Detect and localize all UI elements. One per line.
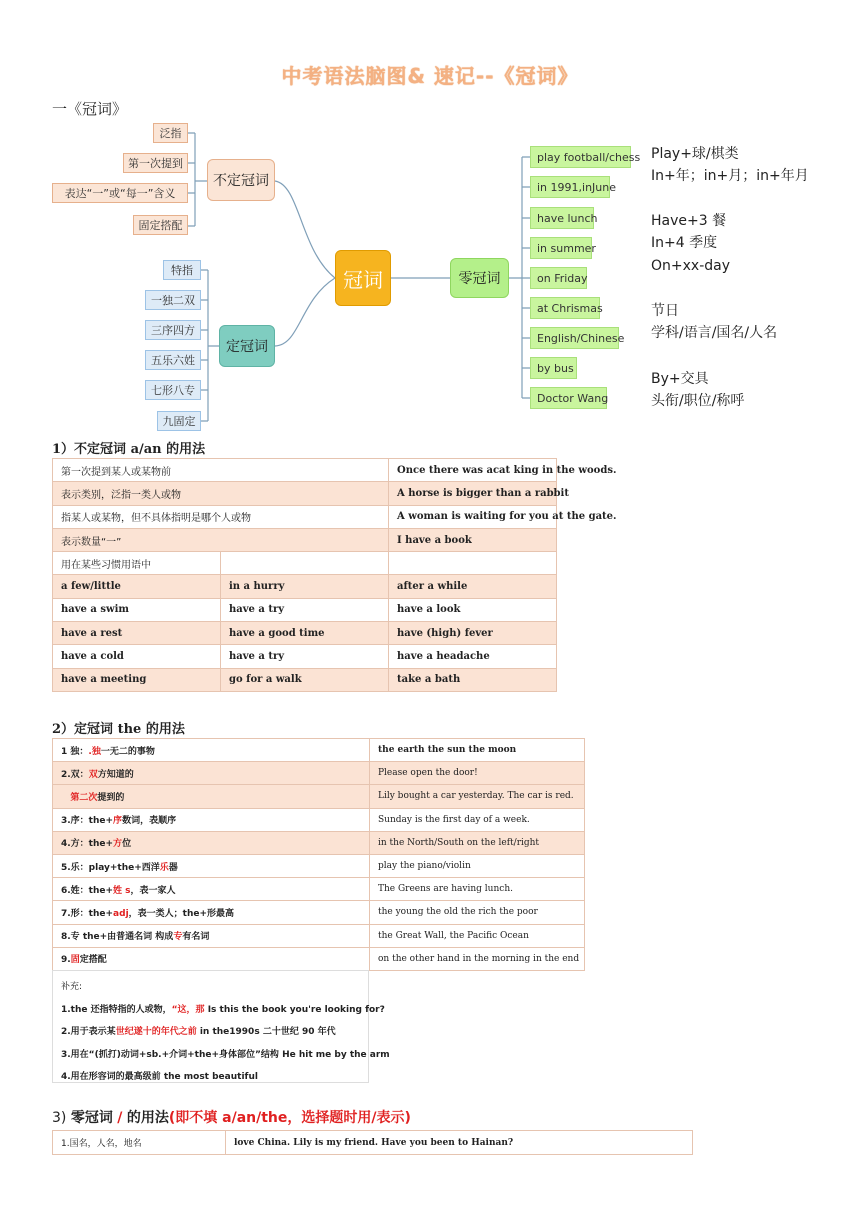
usage-cell: 指某人或某物，但不具体指明是哪个人或物	[53, 505, 389, 528]
supplement-highlight: “这，那	[171, 1005, 205, 1015]
table-row	[53, 598, 557, 621]
usage-text: 5.乐：play+the+西洋	[61, 862, 160, 873]
table-row	[53, 668, 557, 691]
idiom-cell: go for a walk	[221, 668, 389, 691]
mindmap-def-item: 一独二双	[145, 290, 201, 310]
mindmap-indef-item: 固定搭配	[133, 215, 188, 235]
example-cell: the earth the sun the moon	[370, 739, 585, 762]
highlight-text: 第二次	[70, 792, 98, 803]
mindmap-note: In+4 季度	[651, 235, 718, 251]
usage-text: 器	[168, 862, 178, 873]
table-row	[53, 947, 585, 970]
usage-text: 2.双：	[61, 769, 89, 780]
mindmap-zero-item: at Chrismas	[530, 297, 600, 319]
idiom-cell: a few/little	[53, 575, 221, 598]
idiom-cell: have a cold	[53, 645, 221, 668]
usage-text	[61, 793, 70, 803]
mindmap-note: On+xx-day	[651, 258, 730, 274]
mindmap-def-item: 三序四方	[145, 320, 201, 340]
table-row	[53, 901, 585, 924]
highlight-text: 姓 s	[113, 885, 131, 896]
section1-heading: 1）不定冠词 a/an 的用法	[52, 442, 206, 457]
section3-heading	[52, 1107, 411, 1127]
usage-cell	[53, 808, 370, 831]
example-cell: Lily bought a car yesterday. The car is red.	[370, 785, 585, 808]
example-cell: I have a book	[389, 528, 557, 551]
highlight-text: .独	[88, 746, 101, 757]
idiom-cell: have a rest	[53, 622, 221, 645]
table-row	[53, 622, 557, 645]
table-row	[53, 878, 585, 901]
idiom-cell: take a bath	[389, 668, 557, 691]
mindmap-center-node: 冠词	[335, 250, 391, 306]
idiom-cell: have a try	[221, 645, 389, 668]
supplement-text: in the1990s 二十世纪 90 年代	[196, 1027, 336, 1037]
usage-text: 7.形：the+	[61, 908, 114, 919]
supplement-box	[52, 970, 390, 1083]
mindmap-zero-item: in summer	[530, 237, 592, 259]
supplement-item	[61, 1002, 385, 1015]
supplement-highlight: 世纪遂十的年代之前	[115, 1027, 197, 1037]
mindmap-def-item: 五乐六姓	[145, 350, 201, 370]
highlight-text: 固	[70, 955, 80, 966]
supplement-text: 2.用于表示某	[61, 1027, 116, 1037]
usage-text: ，表一类人；the+形最高	[128, 908, 235, 919]
usage-text: 3.序：the+	[61, 816, 114, 827]
mindmap-def-item: 七形八专	[145, 380, 201, 400]
idiom-cell: in a hurry	[221, 575, 389, 598]
mindmap-indef-item: 泛指	[153, 123, 188, 143]
highlight-text: 乐	[159, 862, 169, 873]
mindmap-zero-item: on Friday	[530, 267, 587, 289]
usage-cell: 第一次提到某人或某物前	[53, 459, 389, 482]
usage-text: 定搭配	[79, 955, 107, 966]
usage-cell	[53, 854, 370, 877]
usage-text: 位	[122, 839, 132, 850]
section3-label: 零冠词	[70, 1110, 113, 1126]
mindmap-note: Have+3 餐	[651, 213, 727, 229]
example-cell: Sunday is the first day of a week.	[370, 808, 585, 831]
table-row	[53, 645, 557, 668]
table-row	[53, 552, 557, 575]
supplement-text: 1.the 还指特指的人或物，	[61, 1005, 172, 1015]
supplement-item	[61, 1047, 390, 1060]
highlight-text: 方	[113, 839, 123, 850]
idiom-cell: have (high) fever	[389, 622, 557, 645]
mindmap-indef-item: 第一次提到	[123, 153, 188, 173]
highlight-text: adj	[113, 908, 129, 919]
usage-cell	[53, 762, 370, 785]
idiom-label-cell: 用在某些习惯用语中	[53, 552, 221, 575]
example-cell: Once there was acat king in the woods.	[389, 459, 557, 482]
usage-cell	[53, 785, 370, 808]
supplement-label: 补充:	[61, 982, 83, 992]
table-row	[53, 459, 557, 482]
example-cell: A horse is bigger than a rabbit	[389, 482, 557, 505]
mindmap-zero-item: Doctor Wang	[530, 387, 607, 409]
supplement-text: 3.用在“(抓打)动词+sb.+介词+the+身体部位”结构 He hit me by the arm	[61, 1050, 390, 1060]
mindmap-def-item: 特指	[163, 260, 201, 280]
mindmap-note: Play+球/棋类	[651, 146, 739, 162]
usage-cell	[53, 739, 370, 762]
table-row	[53, 785, 585, 808]
mindmap-zero-item: in 1991,inJune	[530, 176, 610, 198]
example-cell: A woman is waiting for you at the gate.	[389, 505, 557, 528]
empty-cell	[221, 552, 389, 575]
mindmap-note: In+年；in+月；in+年月	[651, 168, 809, 184]
table-row	[53, 808, 585, 831]
section2-heading: 2）定冠词 the 的用法	[52, 722, 185, 737]
supplement-text: 4.用在形容词的最高级前 the most beautiful	[61, 1072, 258, 1082]
table-row	[53, 924, 585, 947]
usage-cell	[53, 924, 370, 947]
section3-slash: /	[117, 1110, 123, 1126]
example-cell: in the North/South on the left/right	[370, 831, 585, 854]
usage-text: 4.方：the+	[61, 839, 114, 850]
mindmap-zero-item: play football/chess	[530, 146, 631, 168]
idiom-cell: have a good time	[221, 622, 389, 645]
example-cell: love China. Lily is my friend. Have you been to Hainan?	[226, 1131, 693, 1155]
usage-text: 1 独：	[61, 746, 89, 757]
example-cell: The Greens are having lunch.	[370, 878, 585, 901]
usage-text: 有名词	[182, 932, 210, 943]
mindmap-definite-node: 定冠词	[219, 325, 275, 367]
definite-article-table	[52, 738, 585, 971]
highlight-text: 专	[173, 932, 183, 943]
table-row	[53, 739, 585, 762]
table-row	[53, 854, 585, 877]
mindmap-note: By+交具	[651, 371, 709, 387]
example-cell: the Great Wall, the Pacific Ocean	[370, 924, 585, 947]
usage-text: 8.专 the+由普通名词 构成	[61, 932, 174, 943]
table-row	[53, 528, 557, 551]
section3-number: 3)	[52, 1110, 67, 1126]
section3-note: (即不填 a/an/the，选择题时用/表示)	[168, 1110, 411, 1126]
mindmap-indef-item: 表达“一”或“每一”含义	[52, 183, 188, 203]
supplement-text: Is this the book you're looking for?	[204, 1005, 385, 1015]
mindmap-zero-item: by bus	[530, 357, 577, 379]
table-row	[53, 831, 585, 854]
mindmap-indefinite-node: 不定冠词	[207, 159, 275, 201]
table-row	[53, 575, 557, 598]
idiom-cell: after a while	[389, 575, 557, 598]
usage-cell	[53, 947, 370, 970]
usage-text: 一无二的事物	[100, 746, 155, 757]
example-cell: play the piano/violin	[370, 854, 585, 877]
mind-map-connectors	[0, 0, 860, 440]
idiom-cell: have a swim	[53, 598, 221, 621]
usage-cell: 1.国名，人名，地名	[53, 1131, 226, 1155]
usage-cell	[53, 831, 370, 854]
indefinite-article-table	[52, 458, 617, 692]
usage-cell: 表示数量“一”	[53, 528, 389, 551]
usage-text: 9.	[61, 955, 71, 966]
table-row	[53, 482, 557, 505]
usage-cell	[53, 901, 370, 924]
idiom-cell: have a try	[221, 598, 389, 621]
table-row	[53, 762, 585, 785]
supplement-item	[61, 1069, 258, 1082]
usage-text: 数词，表顺序	[122, 816, 177, 827]
highlight-text: 双	[88, 769, 98, 780]
example-cell: the young the old the rich the poor	[370, 901, 585, 924]
supplement-item	[61, 1024, 336, 1037]
idiom-cell: have a headache	[389, 645, 557, 668]
section3-rest: 的用法	[126, 1110, 169, 1126]
idiom-cell: have a meeting	[53, 668, 221, 691]
usage-text: ，表一家人	[130, 885, 176, 896]
mindmap-note: 节日	[651, 303, 679, 319]
usage-text: 方知道的	[97, 769, 134, 780]
mindmap-zero-item: English/Chinese	[530, 327, 619, 349]
table-row	[53, 505, 557, 528]
idiom-cell: have a look	[389, 598, 557, 621]
example-cell: on the other hand in the morning in the end	[370, 947, 585, 970]
page-title: 中考语法脑图& 速记--《冠词》	[281, 64, 579, 88]
usage-text: 6.姓：the+	[61, 885, 114, 896]
empty-cell	[389, 552, 557, 575]
section-heading-articles: 一《冠词》	[52, 100, 128, 118]
mindmap-note: 头衔/职位/称呼	[651, 393, 745, 409]
table-row	[53, 1131, 693, 1155]
usage-text: 提到的	[97, 792, 125, 803]
example-cell: Please open the door!	[370, 762, 585, 785]
usage-cell: 表示类别，泛指一类人或物	[53, 482, 389, 505]
zero-article-table	[52, 1130, 693, 1155]
mindmap-def-item: 九固定	[157, 411, 201, 431]
usage-cell	[53, 878, 370, 901]
mindmap-zero-item: have lunch	[530, 207, 594, 229]
mindmap-zero-node: 零冠词	[450, 258, 509, 298]
mindmap-note: 学科/语言/国名/人名	[651, 325, 778, 341]
highlight-text: 序	[113, 816, 123, 827]
